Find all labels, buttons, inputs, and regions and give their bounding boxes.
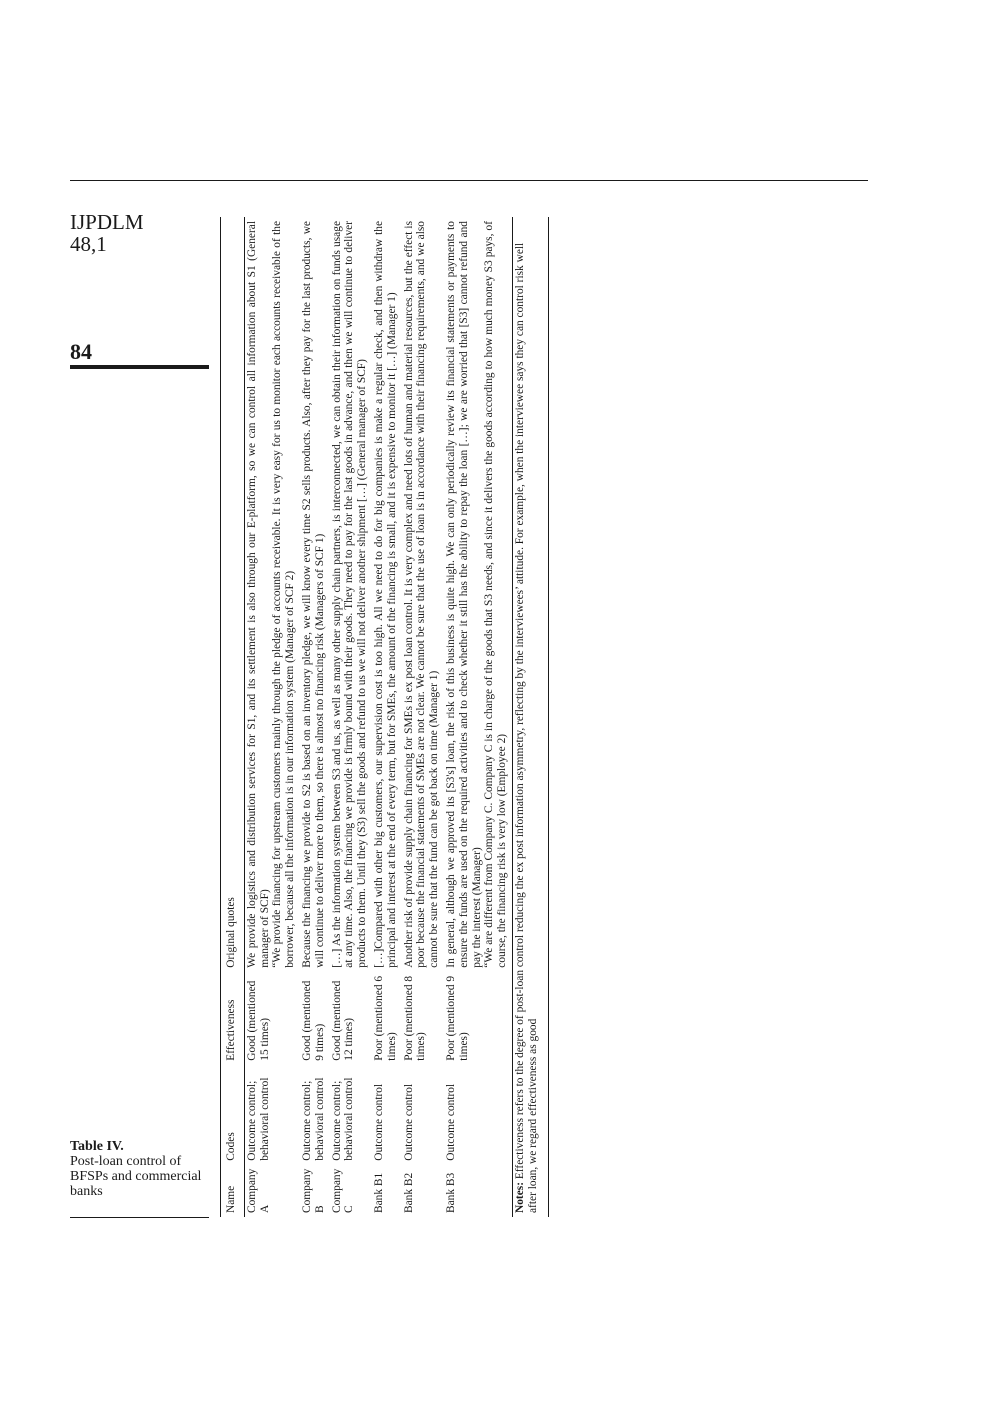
cell-name: Company B xyxy=(300,1168,326,1213)
table-row-company-a xyxy=(244,217,300,1217)
table-bottom-rule xyxy=(543,217,549,1217)
cell-effectiveness: Poor (mentioned 9 times) xyxy=(444,975,470,1061)
cell-codes: Outcome control xyxy=(402,1083,415,1161)
cell-effectiveness: Poor (mentioned 8 times) xyxy=(402,975,428,1061)
cell-codes: Outcome control xyxy=(372,1083,385,1161)
page-number: 84 xyxy=(70,339,92,364)
cell-name: Bank B1 xyxy=(372,1172,385,1213)
table-row-bank-b3 xyxy=(444,217,512,1217)
cell-effectiveness: Good (mentioned 12 times) xyxy=(330,980,356,1061)
table-row-bank-b1 xyxy=(372,217,402,1217)
cell-effectiveness: Good (mentioned 9 times) xyxy=(300,980,326,1061)
journal-header xyxy=(70,211,144,255)
notes-text: Effectiveness refers to the degree of post-loan control reducing the ex post information asymmetry, reflecting by the interviewees’ attitude. For example, when the interviewee says they can control risk well after loan, we regard effectiveness as good xyxy=(513,242,539,1213)
table-notes-row xyxy=(512,217,542,1217)
cell-quotes xyxy=(330,217,372,972)
notes-label: Notes: xyxy=(513,1182,526,1213)
cell-codes: Outcome control; behavioral control xyxy=(245,1077,271,1161)
caption-text: Post-loan control of BFSPs and commercial banks xyxy=(70,1154,202,1199)
rotated-table-container xyxy=(220,217,748,1217)
quote-text: We provide logistics and distribution services for S1, and its settlement is also through our E-platform, so we can control all information about S1 (General manager of SCF) xyxy=(245,221,271,968)
table-row-bank-b2 xyxy=(402,217,444,1217)
cell-name: Bank B3 xyxy=(444,1172,457,1213)
column-header-name: Name xyxy=(221,1165,245,1217)
table-header-row xyxy=(221,217,245,1217)
cell-quotes xyxy=(444,217,512,972)
cell-effectiveness: Good (mentioned 15 times) xyxy=(245,980,271,1061)
quote-text: In general, although we approved its [S3's] loan, the risk of this business is quite high. We can only periodically review its financial statements or payments to ensure the funds are used on the required activities and to check whether it still has the ability to repay the loan […]; we are worried that [S3] cannot refund and pay the interest (Manager) xyxy=(444,221,483,968)
cell-name: Company C xyxy=(330,1168,356,1213)
cell-name: Company A xyxy=(245,1168,271,1213)
cell-quotes xyxy=(402,217,444,972)
cell-quotes xyxy=(300,217,330,972)
post-loan-control-table xyxy=(220,217,549,1217)
cell-codes: Outcome control; behavioral control xyxy=(330,1077,356,1161)
table-notes xyxy=(512,217,542,1217)
cell-codes: Outcome control xyxy=(444,1083,457,1161)
volume-issue: 48,1 xyxy=(70,232,107,256)
quote-text: […] As the information system between S3 and us, as well as many other supply chain partners, is interconnected, we can obtain their information on funds usage at any time. Also, the financing we provide is firmly bound with their goods. They need to pay for the last goods in advance, and then we will continue to deliver products to them. Until they (S3) sell the goods and refund to us we will not deliver another shipment […] (General manager of SCF) xyxy=(330,221,369,968)
cell-quotes xyxy=(372,217,402,972)
quote-text: Because the financing we provide to S2 is based on an inventory pledge, we will know every time S2 sells products. Also, after they pay for the last products, we will continue to deliver more to them, so there is almost no financing risk (Managers of SCF 1) xyxy=(300,221,326,968)
column-header-codes: Codes xyxy=(221,1065,245,1165)
cell-name: Bank B2 xyxy=(402,1172,415,1213)
table-caption xyxy=(70,1139,210,1199)
table-row-company-c xyxy=(330,217,372,1217)
column-header-quotes: Original quotes xyxy=(221,217,245,972)
bottom-rule-cell xyxy=(543,217,549,1217)
column-header-effectiveness: Effectiveness xyxy=(221,972,245,1065)
quote-text: “We provide financing for upstream customers mainly through the pledge of accounts receivable. It is very easy for us to monitor each accounts receivable of the borrower, because all the information is in our information system (Manager of SCF 2) xyxy=(271,221,297,968)
cell-quotes xyxy=(244,217,300,972)
cell-effectiveness: Poor (mentioned 6 times) xyxy=(372,975,398,1061)
cell-codes: Outcome control; behavioral control xyxy=(300,1077,326,1161)
top-rule xyxy=(70,180,868,181)
table-row-company-b xyxy=(300,217,330,1217)
quote-text: Another risk of provide supply chain financing for SMEs is ex post loan control. It is very complex and need lots of human and material resources, but the effect is poor because the financial statements of SMEs are not clear. We cannot be sure that the use of loan is in accordance with their financing requirements, and we also cannot be sure that the fund can be got back on time (Manager 1) xyxy=(402,221,441,968)
quote-text: […]Compared with other big customers, our supervision cost is too high. All we need to do for big companies is make a regular check, and then withdraw the principal and interest at the end of every term, but for SMEs, the amount of the financing is small, and it is expensive to monitor it […] (Manager 1) xyxy=(372,221,398,968)
quote-text: “We are different from Company C. Company C is in charge of the goods that S3 needs, and since it delivers the goods according to how much money S3 pays, of course, the financing risk is very low (Employee 2) xyxy=(483,221,509,968)
caption-title: Table IV. xyxy=(70,1139,124,1154)
journal-name: IJPDLM xyxy=(70,210,144,234)
page-number-rule xyxy=(70,365,209,369)
caption-rule xyxy=(70,1217,209,1218)
